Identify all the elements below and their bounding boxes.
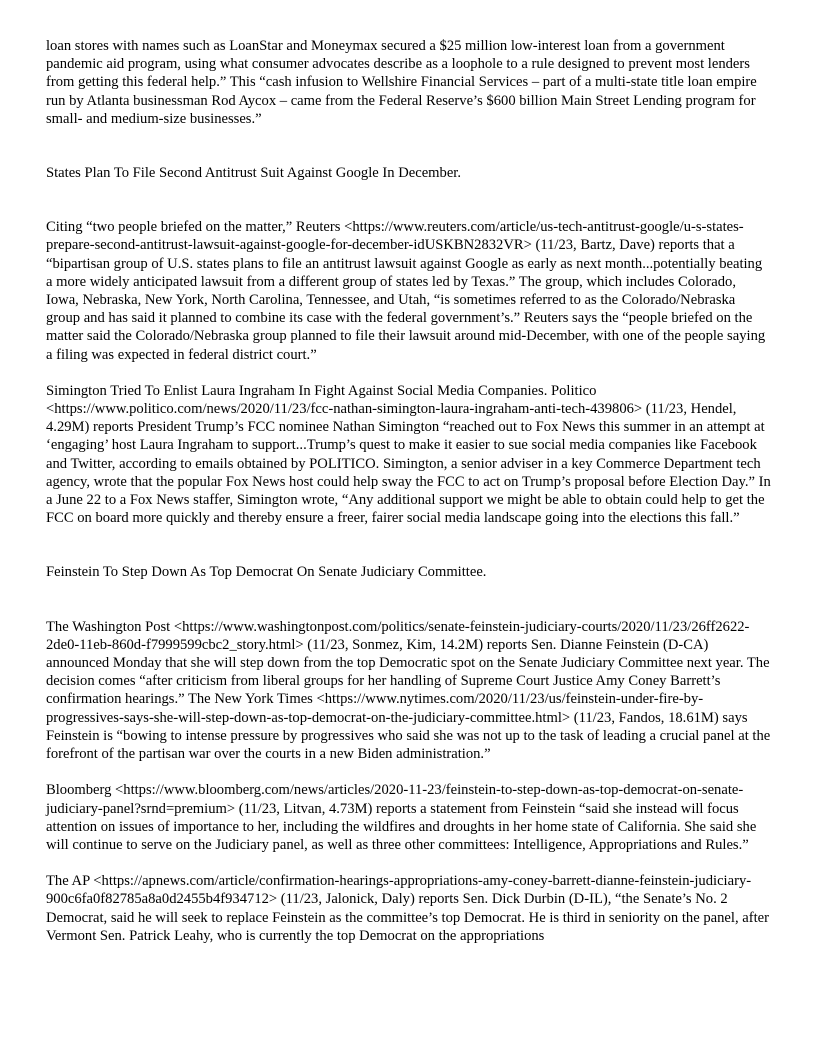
heading-google-antitrust: States Plan To File Second Antitrust Suit Against Google In December.	[46, 165, 462, 182]
paragraph-ap: The AP <https://apnews.com/article/confirmation-hearings-appropriations-amy-coney-barrett-dianne-feinstein-judiciary-900c6fa0f82785a8a0d2455b4f934712> (11/23, Jalonick, Daly) reports Sen. Dick Durbin (D-IL), “the Senate’s No. 2 Democrat, said he will seek to replace Feinstein as the committee’s top Democrat. He is third in seniority on the panel, after Vermont Sen. Patrick Leahy, who is currently the top Democrat on the appropriations	[46, 873, 769, 944]
paragraph-simington: Simington Tried To Enlist Laura Ingraham In Fight Against Social Media Companies. Politico <https://www.politico.com/news/2020/11/23/fcc-nathan-simington-laura-ingraham-anti-tech-439806> (11/23, Hendel, 4.29M) reports President Trump’s FCC nominee Nathan Simington “reached out to Fox News this summer in an attempt at ‘engaging’ host Laura Ingraham to support...Trump’s quest to make it easier to sue social media companies like Facebook and Twitter, according to emails obtained by POLITICO. Simington, a senior adviser in a key Commerce Department tech agency, wrote that the popular Fox News host could help sway the FCC to act on Trump’s proposal before Election Day.” In a June 22 to a Fox News staffer, Simington wrote, “Any additional support we might be able to obtain could help to get the FCC on board more quickly and thereby ensure a freer, fairer social media landscape going into the elections this fall.”	[46, 382, 771, 527]
paragraph-loan-stores: loan stores with names such as LoanStar and Moneymax secured a $25 million low-interest loan from a government pandemic aid program, using what consumer advocates describe as a loophole to a rule designed to prevent most lenders from getting this federal help.” This “cash infusion to Wellshire Financial Services – part of a multi-state title loan empire run by Atlanta businessman Rod Aycox – came from the Federal Reserve’s $600 billion Main Street Lending program for small- and medium-size businesses.”	[46, 38, 757, 127]
paragraph-reuters-google: Citing “two people briefed on the matter,” Reuters <https://www.reuters.com/article/us-tech-antitrust-google/u-s-states-prepare-second-antitrust-lawsuit-against-google-for-december-idUSKBN2832VR> (11/23, Bartz, Dave) reports that a “bipartisan group of U.S. states plans to file an antitrust lawsuit against Google as early as next month...potentially beating a more widely anticipated lawsuit from a different group of states led by Texas.” The group, which includes Colorado, Iowa, Nebraska, New York, North Carolina, Tennessee, and Utah, “is sometimes referred to as the Colorado/Nebraska group and has said it planned to combine its case with the federal government’s.” Reuters says the “people briefed on the matter said the Colorado/Nebraska group planned to file their lawsuit around mid-December, with one of the people saying a filing was expected in federal district court.”	[46, 219, 766, 363]
document-page	[46, 37, 772, 963]
paragraph-bloomberg: Bloomberg <https://www.bloomberg.com/news/articles/2020-11-23/feinstein-to-step-down-as-top-democrat-on-senate-judiciary-panel?srnd=premium> (11/23, Litvan, 4.73M) reports a statement from Feinstein “said she instead will focus attention on issues of importance to her, including the wildfires and droughts in her home state of California. She said she will continue to serve on the Judiciary panel, as well as three other committees: Intelligence, Appropriations and Rules.”	[46, 782, 757, 853]
heading-feinstein: Feinstein To Step Down As Top Democrat On Senate Judiciary Committee.	[46, 564, 487, 581]
paragraph-wapo-nyt: The Washington Post <https://www.washingtonpost.com/politics/senate-feinstein-judiciary-courts/2020/11/23/26ff2622-2de0-11eb-860d-f7999599cbc2_story.html> (11/23, Sonmez, Kim, 14.2M) reports Sen. Dianne Feinstein (D-CA) announced Monday that she will step down from the top Democratic spot on the Senate Judiciary Committee next year. The decision comes “after criticism from liberal groups for her handling of Supreme Court Justice Amy Coney Barrett’s confirmation hearings.” The New York Times <https://www.nytimes.com/2020/11/23/us/feinstein-under-fire-by-progressives-says-she-will-step-down-as-top-democrat-on-the-judiciary-committee.html> (11/23, Fandos, 18.61M) says Feinstein is “bowing to intense pressure by progressives who said she was not up to the task of leading a crucial panel at the forefront of the partisan war over the courts in a new Biden administration.”	[46, 618, 771, 763]
